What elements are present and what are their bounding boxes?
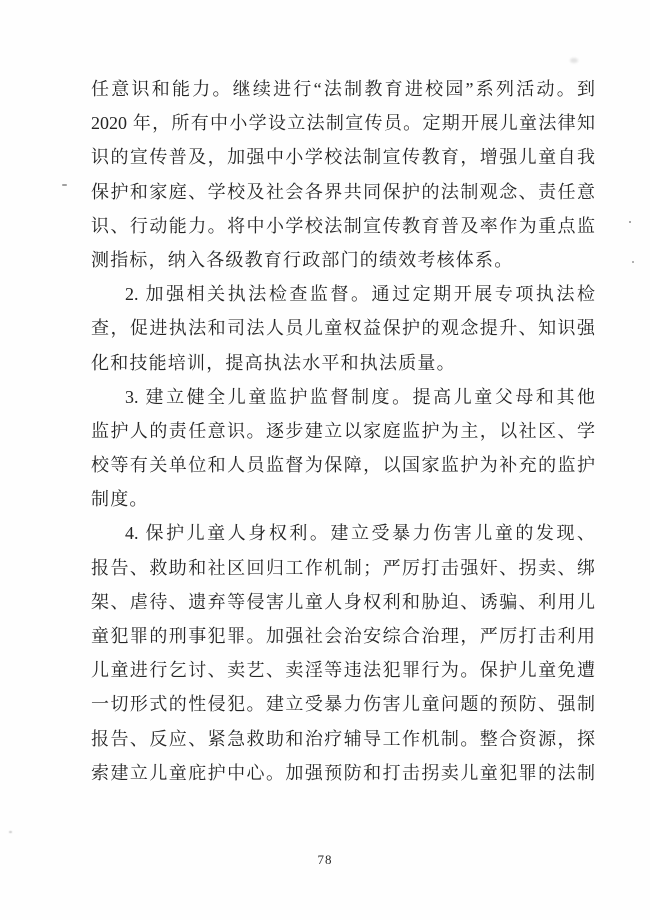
text-line: 一切形式的性侵犯。建立受暴力伤害儿童问题的预防、强制 <box>91 694 595 715</box>
text-line: 测指标，纳入各级教育行政部门的绩效考核体系。 <box>91 249 514 270</box>
page-number: 78 <box>317 852 333 867</box>
text-line: 制度。 <box>91 489 149 510</box>
text-line: 架、虐待、遗弃等侵害儿童人身权利和胁迫、诱骗、利用儿 <box>91 591 595 612</box>
text-line: 任意识和能力。继续进行“法制教育进校园”系列活动。到 <box>91 79 595 99</box>
text-line: 报告、反应、紧急救助和治疗辅导工作机制。整合资源，探 <box>91 728 595 749</box>
text-line-item-3: 3. 建立健全儿童监护监督制度。提高儿童父母和其他 <box>125 386 595 407</box>
text-line: 识的宣传普及，加强中小学校法制宣传教育，增强儿童自我 <box>91 147 595 168</box>
text-line: 儿童进行乞讨、卖艺、卖淫等违法犯罪行为。保护儿童免遭 <box>91 660 595 681</box>
scan-speck <box>9 831 12 833</box>
text-line: 保护和家庭、学校及社会各界共同保护的法制观念、责任意 <box>91 181 595 202</box>
text-line-item-4: 4. 保护儿童人身权利。建立受暴力伤害儿童的发现、 <box>125 523 595 544</box>
text-line-item-2: 2. 加强相关执法检查监督。通过定期开展专项执法检 <box>125 284 595 305</box>
text-line: 童犯罪的刑事犯罪。加强社会治安综合治理，严厉打击利用 <box>91 626 595 646</box>
text-line: 查，促进执法和司法人员儿童权益保护的观念提升、知识强 <box>91 318 595 339</box>
text-line: 识、行动能力。将中小学校法制宣传教育普及率作为重点监 <box>91 215 595 236</box>
body-text <box>91 72 595 790</box>
text-line: 2020 年，所有中小学设立法制宣传员。定期开展儿童法律知 <box>91 113 595 134</box>
text-line: 校等有关单位和人员监督为保障，以国家监护为补充的监护 <box>91 455 595 476</box>
text-line: 索建立儿童庇护中心。加强预防和打击拐卖儿童犯罪的法制 <box>91 762 595 783</box>
scan-speck <box>62 184 67 186</box>
scan-speck <box>570 58 578 63</box>
text-line: 报告、救助和社区回归工作机制；严厉打击强奸、拐卖、绑 <box>91 557 595 578</box>
scan-speck <box>629 221 631 223</box>
text-line: 监护人的责任意识。逐步建立以家庭监护为主，以社区、学 <box>91 420 595 441</box>
scan-speck <box>632 261 634 263</box>
text-line: 化和技能培训，提高执法水平和执法质量。 <box>91 352 456 373</box>
